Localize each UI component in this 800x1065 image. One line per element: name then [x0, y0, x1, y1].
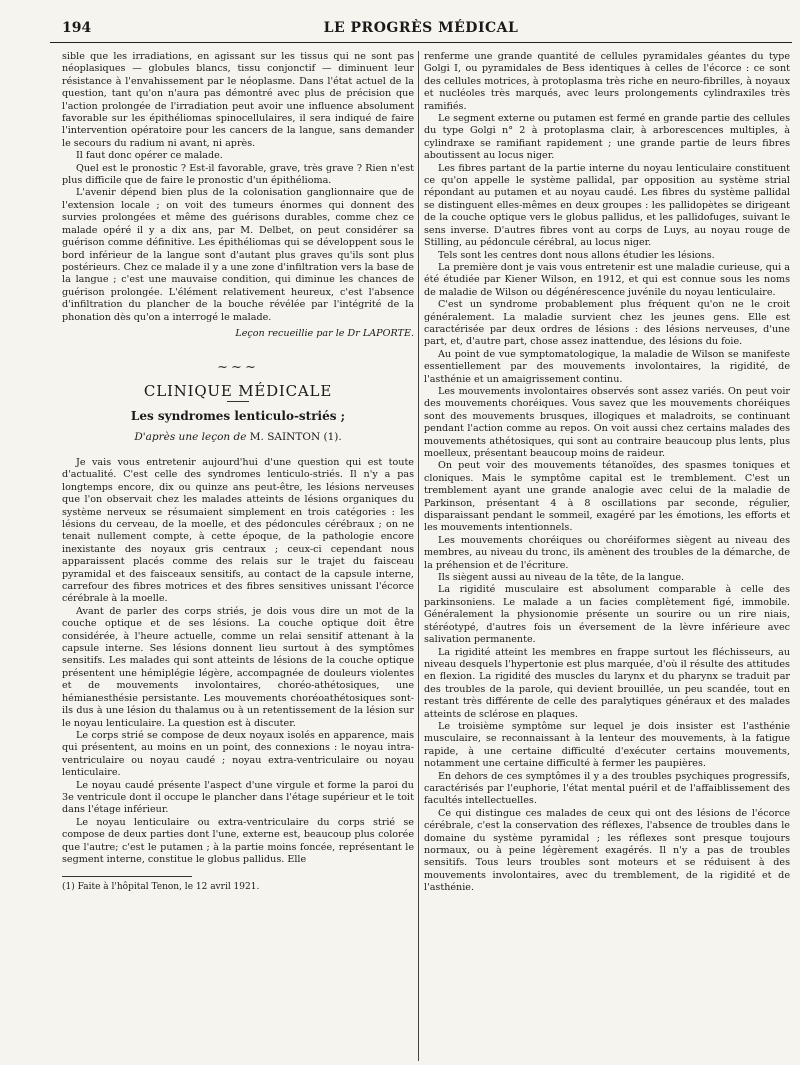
paragraph: L'avenir dépend bien plus de la colonisation ganglionnaire que de l'extension locale ; on voit des tumeurs énormes qui donnent des survies prolongées et même des guérisons durables, comme chez ce malade opéré il y a dix ans, par M. Delbet, on peut considérer sa guérison comme définitive. Les épithéliomas qui se développent sous le bord inférieur de la langue sont d'autant plus graves qu'ils sont plus postérieurs. Chez ce malade il y a une zone d'infiltration vers la base de la langue ; c'est une mauvaise condition, qui diminue les chances de guérison prolongée. L'élément relativement heureux, c'est l'absence d'infiltration du plancher de la bouche révélée par l'intégrité de la phonation dès qu'on a interrogé le malade.	[62, 187, 414, 323]
paragraph: Le corps strié se compose de deux noyaux isolés en apparence, mais qui présentent, au moins en un point, des connexions : le noyau intra-ventriculaire ou noyau caudé ; noyau extra-ventriculaire ou noyau lenticulaire.	[62, 729, 414, 779]
paragraph: Quel est le pronostic ? Est-il favorable, grave, très grave ? Rien n'est plus difficile que de faire le pronostic d'un épithélioma.	[62, 162, 414, 187]
paragraph: sible que les irradiations, en agissant sur les tissus qui ne sont pas néoplasiques — globules blancs, tissu conjonctif — diminuent leur résistance à l'envahissement par le néoplasme. Dans l'état actuel de la question, tant qu'on n'aura pas démontré avec plus de précision que l'action prolongée de l'irradiation peut avoir une influence absolument favorable sur les épithéliomas spinocellulaires, il sera indiqué de faire l'intervention opératoire pour les cancers de la langue, sans demander le secours du radium ni avant, ni après.	[62, 51, 414, 149]
text-columns	[50, 51, 792, 1061]
title-divider	[227, 401, 249, 402]
lecture-signature: Leçon recueillie par le Dr LAPORTE.	[235, 327, 414, 339]
paragraph: Tels sont les centres dont nous allons étudier les lésions.	[438, 249, 715, 261]
paragraph: Le segment externe ou putamen est fermé en grande partie des cellules du type Golgi n° 2 à protoplasma clair, à arborescences multiples, à cylindraxe se ramifiant rapidement ; une grande partie de leurs fibres aboutissent au locus niger.	[424, 113, 790, 162]
journal-title: LE PROGRÈS MÉDICAL	[323, 20, 519, 36]
paragraph: La rigidité atteint les membres en frappe surtout les fléchisseurs, au niveau desquels l'hypertonie est plus marquée, d'où il résulte des attitudes en flexion. La rigidité des muscles du larynx et du pharynx se traduit par des troubles de la parole, qui devient brouillée, un peu scandée, tout en restant très différente de celle des paralytiques généraux et des malades atteints de sclérose en plaques.	[424, 646, 790, 720]
section-ornament: ~~~	[217, 360, 259, 376]
paragraph: Les mouvements involontaires observés sont assez variés. On peut voir des mouvements choréiques. Vous savez que les mouvements choréiques sont des mouvements brusques, illogiques et maladroits, se continuant pendant l'action comme au repos. On voit aussi chez certains malades des mouvements athétosiques, qui sont au contraire beaucoup plus lents, plus moelleux, présentant beaucoup moins de raideur.	[424, 385, 790, 459]
author-name: M. SAINTON (1).	[249, 430, 342, 443]
paragraph: On peut voir des mouvements tétanoïdes, des spasmes toniques et cloniques. Mais le symptôme capital est le tremblement. C'est un tremblement ayant une grande analogie avec celui de la maladie de Parkinson, présentant 4 à 8 oscillations par seconde, régulier, disparaissant pendant le sommeil, exagéré par les émotions, les efforts et les mouvements intentionnels.	[424, 460, 790, 534]
paragraph: Il faut donc opérer ce malade.	[76, 150, 223, 162]
paragraph: Le noyau lenticulaire ou extra-ventriculaire du corps strié se compose de deux parties dont l'une, externe est, beaucoup plus colorée que l'autre; c'est le putamen ; à la partie moins foncée, représentant le segment interne, constitue le globus pallidus. Elle	[62, 816, 414, 865]
paragraph: renferme une grande quantité de cellules pyramidales géantes du type Golgi I, ou pyramidales de Bess identiques à celles de l'écorce : ce sont des cellules motrices, à protoplasma très riche en neuro-fibrilles, à noyaux et nucléoles très marqués, avec leurs prolongements cylindraxiles très ramifiés.	[424, 51, 790, 112]
section-title: CLINIQUE MÉDICALE	[143, 381, 333, 400]
paragraph: Le troisième symptôme sur lequel je dois insister est l'asthénie musculaire, se reconnaissant à la lenteur des mouvements, à la fatigue rapide, à une certaine difficulté d'exécuter certains mouvements, notamment une certaine difficulté à fermer les paupières.	[424, 720, 790, 770]
left-column	[62, 51, 414, 894]
paragraph: Je vais vous entretenir aujourd'hui d'une question qui est toute d'actualité. C'est celle des syndromes lenticulo-striés. Il n'y a pas longtemps encore, dix ou quinze ans peut-être, les lésions nerveuses que l'on observait chez les malades atteints de lésions organiques du système nerveux se résumaient simplement en trois catégories : les lésions du cerveau, de la moelle, et des pédoncules cérébraux ; on ne tenait nullement compte, à cette époque, de la pathologie encore inexistante des noyaux gris centraux ; ceux-ci cependant nous apparaissent placés comme des relais sur le trajet du faisceau pyramidal et des faisceaux sensitifs, au contact de la capsule interne, carrefour des fibres motrices et des fibres sensitives unissant l'écorce cérébrale à la moelle.	[62, 456, 414, 605]
footnote-rule	[62, 876, 192, 877]
article-subtitle: Les syndromes lenticulo-striés ;	[130, 409, 346, 424]
paragraph: La première dont je vais vous entretenir est une maladie curieuse, qui a été étudiée par Kiener Wilson, en 1912, et qui est connue sous les noms de maladie de Wilson ou dégénérescence juvénile du noyau lenticulaire.	[424, 261, 790, 298]
paragraph: Avant de parler des corps striés, je dois vous dire un mot de la couche optique et de ses lésions. La couche optique doit être considérée, à l'heure actuelle, comme un relai sensitif attenant à la capsule interne. Ses lésions donnent lieu surtout à des symptômes sensitifs. Les malades qui sont atteints de lésions de la couche optique présentent une hémiplégie légère, accompagnée de douleurs violentes et de mouvements involontaires, choréo-athétosiques, une hémianesthésie persistante. Les mouvements choréoathétosiques sont-ils dus à une lésion du thalamus ou à un retentissement de la lésion sur le noyau lenticulaire. La question est à discuter.	[62, 605, 414, 729]
paragraph: La rigidité musculaire est absolument comparable à celle des parkinsoniens. Le malade a un facies complètement figé, immobile. Généralement la physionomie présente un sourire ou un rire niais, stéréotypé, d'autres fois un éversement de la lèvre inférieure avec salivation permanente.	[424, 584, 790, 646]
column-divider	[418, 51, 419, 1061]
author-prefix: D'après une leçon de	[134, 430, 247, 443]
paragraph: En dehors de ces symptômes il y a des troubles psychiques progressifs, caractérisés par l'euphorie, l'état mental puéril et de l'affaiblissement des facultés intellectuelles.	[424, 770, 790, 807]
right-column	[424, 51, 790, 895]
paragraph: Les mouvements choréiques ou choréiformes siègent au niveau des membres, au niveau du tronc, ils amènent des troubles de la démarche, de la préhension et de l'écriture.	[424, 534, 790, 571]
paragraph: Ils siègent aussi au niveau de la tête, de la langue.	[438, 572, 685, 584]
footnote: (1) Faite à l'hôpital Tenon, le 12 avril 1921.	[62, 882, 260, 893]
paragraph: C'est un syndrome probablement plus fréquent qu'on ne le croit généralement. La maladie survient chez les jeunes gens. Elle est caractérisée par deux ordres de lésions : des lésions nerveuses, d'une part, et, d'autre part, chose assez inattendue, des lésions du foie.	[424, 299, 790, 348]
page-number: 194	[62, 20, 92, 36]
paragraph: Les fibres partant de la partie interne du noyau lenticulaire constituent ce qu'on appelle le système pallidal, par opposition au système strial répondant au putamen et au noyau caudé. Les fibres du système pallidal se distinguent elles-mêmes en deux groupes : les pallidopètes se dirigeant de la couche optique vers le globus pallidus, et les pallidofuges, suivant le sens inverse. D'autres fibres vont au corps de Luys, au noyau rouge de Stilling, au pédoncule cérébral, au locus niger.	[424, 162, 790, 249]
page-header	[50, 18, 792, 43]
paragraph: Ce qui distingue ces malades de ceux qui ont des lésions de l'écorce cérébrale, c'est la conservation des réflexes, l'absence de troubles dans le domaine du système pyramidal ; les réflexes sont presque toujours normaux, ou à peine légèrement exagérés. Il n'y a pas de troubles sensitifs. Tous leurs troubles sont moteurs et se réduisent à des mouvements involontaires, avec du tremblement, de la rigidité et de l'asthénie.	[424, 807, 790, 894]
paragraph: Au point de vue symptomatologique, la maladie de Wilson se manifeste essentiellement par des mouvements involontaires, la rigidité, de l'asthénie et un amaigrissement continu.	[424, 348, 790, 385]
paragraph: Le noyau caudé présente l'aspect d'une virgule et forme la paroi du 3e ventricule dont il occupe le plancher dans l'étage supérieur et le toit dans l'étage inférieur.	[62, 779, 414, 816]
article-author	[62, 431, 414, 443]
